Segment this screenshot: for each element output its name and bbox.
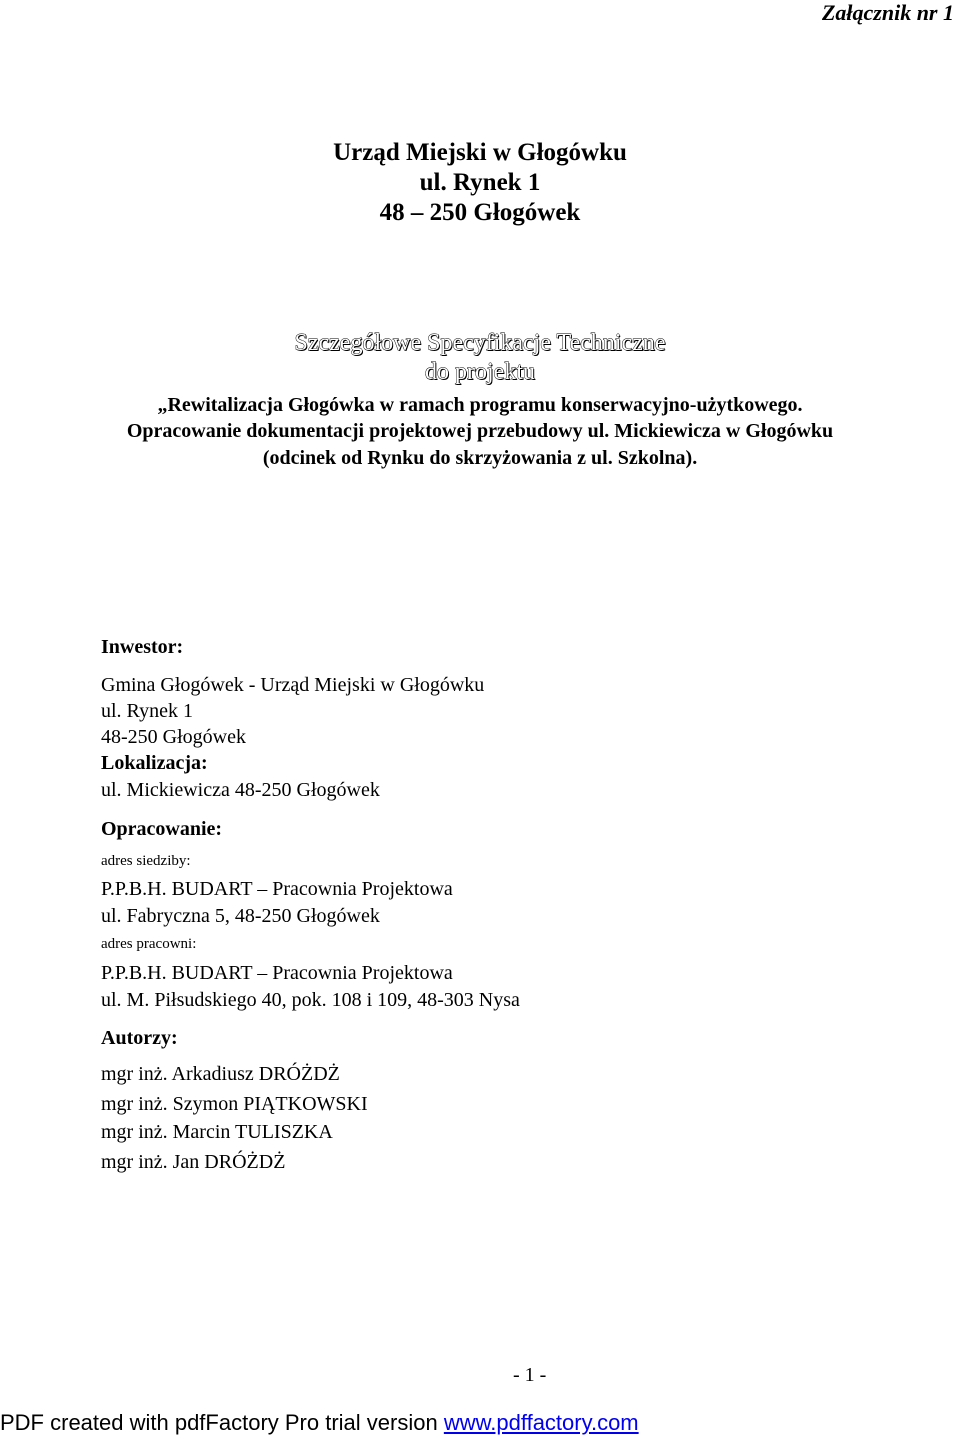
author-line: mgr inż. Marcin TULISZKA xyxy=(101,1121,333,1143)
authors-label: Autorzy: xyxy=(101,1027,178,1049)
prepared-by-label: Opracowanie: xyxy=(101,818,223,840)
location-label: Lokalizacja: xyxy=(101,752,208,774)
spec-title: Szczegółowe Specyfikacje Techniczne xyxy=(294,330,666,356)
seat-address-label: adres siedziby: xyxy=(101,853,191,869)
office-address-line: ul. M. Piłsudskiego 40, pok. 108 i 109, 48-303 Nysa xyxy=(101,989,520,1011)
author-line: mgr inż. Arkadiusz DRÓŻDŻ xyxy=(101,1063,340,1085)
investor-line: Gmina Głogówek - Urząd Miejski w Głogówku xyxy=(101,674,485,696)
seat-address-line: ul. Fabryczna 5, 48-250 Głogówek xyxy=(101,905,380,927)
office-street: ul. Rynek 1 xyxy=(419,169,541,196)
project-title-line: Opracowanie dokumentacji projektowej przebudowy ul. Mickiewicza w Głogówku xyxy=(126,420,834,442)
investor-label: Inwestor: xyxy=(101,636,184,658)
investor-line: ul. Rynek 1 xyxy=(101,700,193,722)
spec-subtitle: do projektu xyxy=(425,359,535,385)
office-city: 48 – 250 Głogówek xyxy=(379,199,581,226)
annex-label: Załącznik nr 1 xyxy=(821,0,954,25)
office-address-line: P.P.B.H. BUDART – Pracownia Projektowa xyxy=(101,962,453,984)
author-line: mgr inż. Szymon PIĄTKOWSKI xyxy=(101,1093,368,1115)
author-line: mgr inż. Jan DRÓŻDŻ xyxy=(101,1151,286,1173)
pdf-footer xyxy=(0,1410,639,1436)
location-line: ul. Mickiewicza 48-250 Głogówek xyxy=(101,779,380,801)
investor-line: 48-250 Głogówek xyxy=(101,726,246,748)
seat-address-line: P.P.B.H. BUDART – Pracownia Projektowa xyxy=(101,878,453,900)
project-title-line: „Rewitalizacja Głogówka w ramach programu konserwacyjno-użytkowego. xyxy=(157,394,803,416)
pdf-footer-text: PDF created with pdfFactory Pro trial version xyxy=(0,1410,444,1435)
pdffactory-link[interactable]: www.pdffactory.com xyxy=(443,1410,639,1435)
project-title-line: (odcinek od Rynku do skrzyżowania z ul. Szkolna). xyxy=(262,447,698,469)
office-name: Urząd Miejski w Głogówku xyxy=(333,139,627,166)
page-number: - 1 - xyxy=(513,1364,547,1386)
office-address-label: adres pracowni: xyxy=(101,936,197,952)
